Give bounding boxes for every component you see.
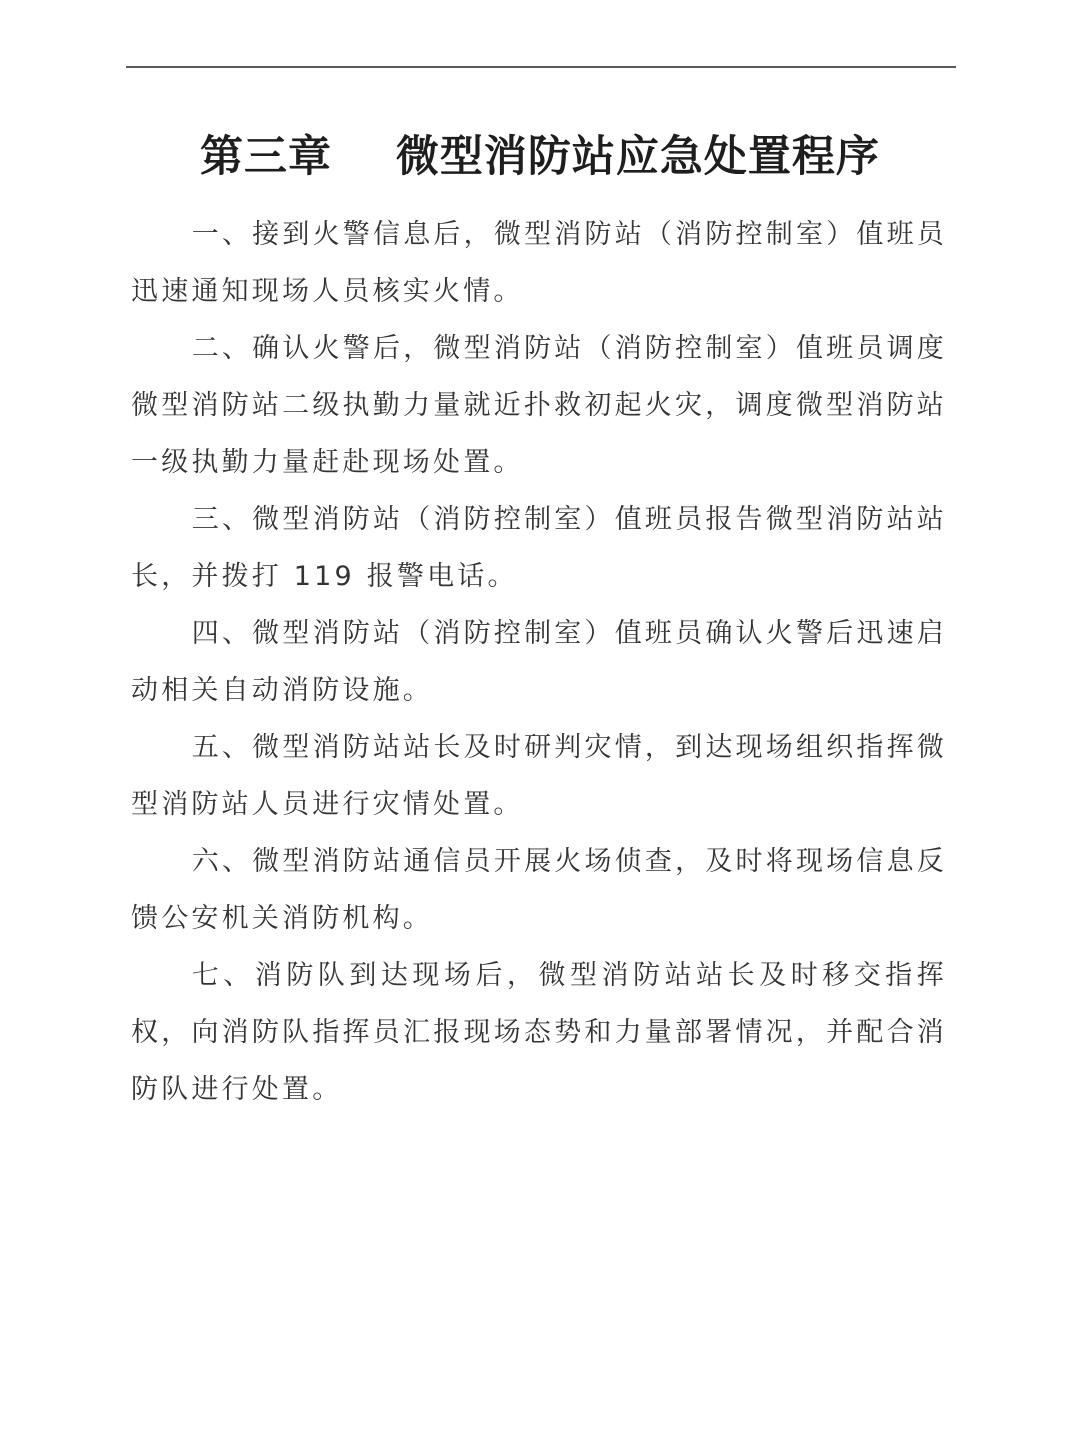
procedure-step-4: 四、微型消防站（消防控制室）值班员确认火警后迅速启动相关自动消防设施。 <box>131 618 947 706</box>
procedure-step-6: 六、微型消防站通信员开展火场侦查，及时将现场信息反馈公安机关消防机构。 <box>131 846 947 934</box>
procedure-step-7: 七、消防队到达现场后，微型消防站站长及时移交指挥权，向消防队指挥员汇报现场态势和力量部署情况，并配合消防队进行处置。 <box>131 960 947 1105</box>
procedure-step-3: 三、微型消防站（消防控制室）值班员报告微型消防站站长，并拨打 119 报警电话。 <box>131 504 947 592</box>
document-body <box>131 206 947 1118</box>
header-rule <box>126 66 956 68</box>
procedure-step-1: 一、接到火警信息后，微型消防站（消防控制室）值班员迅速通知现场人员核实火情。 <box>131 219 947 307</box>
chapter-title: 第三章 微型消防站应急处置程序 <box>200 131 880 182</box>
procedure-step-2: 二、确认火警后，微型消防站（消防控制室）值班员调度微型消防站二级执勤力量就近扑救初起火灾，调度微型消防站一级执勤力量赶赴现场处置。 <box>131 333 947 478</box>
procedure-step-5: 五、微型消防站站长及时研判灾情，到达现场组织指挥微型消防站人员进行灾情处置。 <box>131 732 947 820</box>
